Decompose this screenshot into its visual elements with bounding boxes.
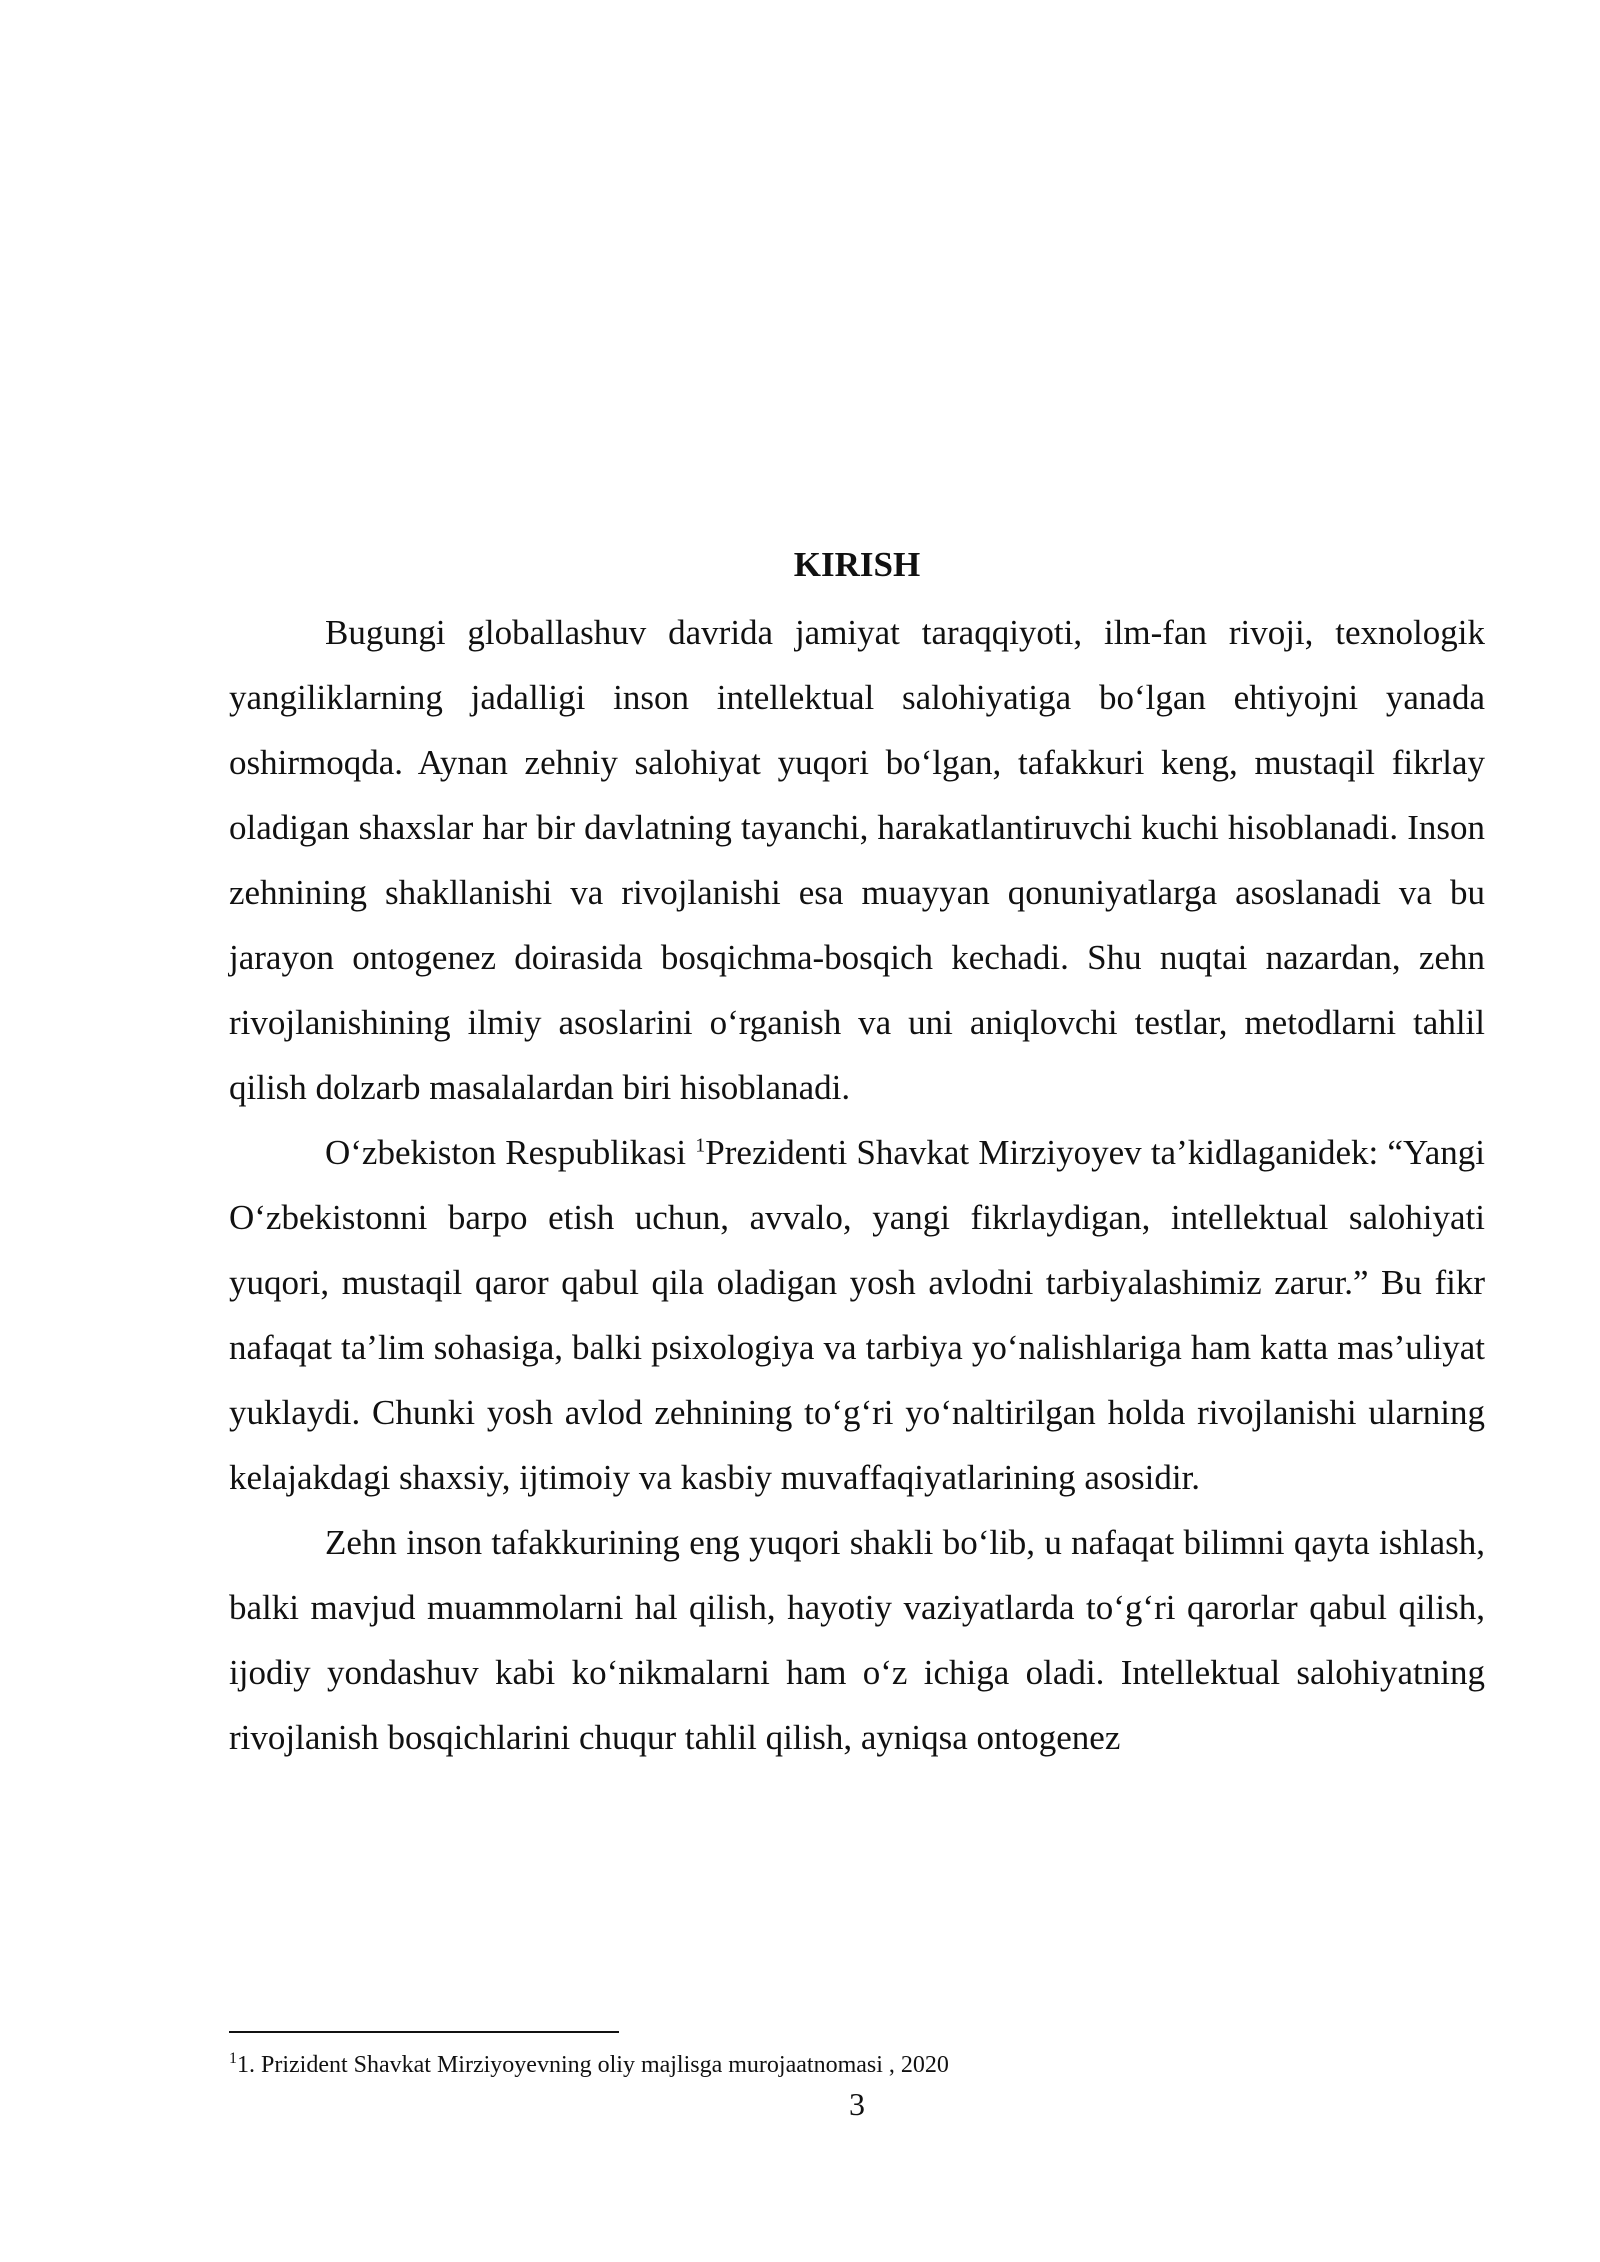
footnote-text: 1. Prizident Shavkat Mirziyoyevning oliy majlisga murojaatnomasi , 2020 xyxy=(237,2052,949,2078)
footnote-reference[interactable]: 1 xyxy=(695,1134,706,1157)
page-body xyxy=(229,530,1485,1770)
paragraph-1-text: Bugungi globallashuv davrida jamiyat taraqqiyoti, ilm-fan rivoji, texnologik yangiliklarning jadalligi inson intellektual salohiyatiga bo‘lgan ehtiyojni yanada oshirmoqda. Aynan zehniy salohiyat yuqori bo‘lgan, tafakkuri keng, mustaqil fikrlay oladigan shaxslar har bir davlatning tayanchi, harakatlantiruvchi kuchi hisoblanadi. Inson zehnining shakllanishi va rivojlanishi esa muayyan qonuniyatlarga asoslanadi va bu jarayon ontogenez doirasida bosqichma-bosqich kechadi. Shu nuqtai nazardan, zehn rivojlanishining ilmiy asoslarini o‘rganish va uni aniqlovchi testlar, metodlarni tahlil qilish dolzarb masalalardan biri hisoblanadi. xyxy=(229,613,1485,1107)
footnote xyxy=(229,2048,1485,2082)
paragraph-3-text: Zehn inson tafakkurining eng yuqori shakli bo‘lib, u nafaqat bilimni qayta ishlash, balki mavjud muammolarni hal qilish, hayotiy vaziyatlarda to‘g‘ri qarorlar qabul qilish, ijodiy yondashuv kabi ko‘nikmalarni ham o‘z ichiga oladi. Intellektual salohiyatning rivojlanish bosqichlarini chuqur tahlil qilish, ayniqsa ontogenez xyxy=(229,1523,1485,1757)
section-heading: KIRISH xyxy=(793,545,921,584)
paragraph-2 xyxy=(229,1120,1485,1510)
page-number: 3 xyxy=(849,2086,865,2122)
paragraph-3 xyxy=(229,1510,1485,1770)
paragraph-2-text-start: O‘zbekiston Respublikasi xyxy=(325,1133,696,1172)
paragraph-2-text-end: Prezidenti Shavkat Mirziyoyev ta’kidlaganidek: “Yangi O‘zbekistonni barpo etish uchun, avvalo, yangi fikrlaydigan, intellektual salohiyati yuqori, mustaqil qaror qabul qila oladigan yosh avlodni tarbiyalashimiz zarur.” Bu fikr nafaqat ta’lim sohasiga, balki psixologiya va tarbiya yo‘nalishlariga ham katta mas’uliyat yuklaydi. Chunki yosh avlod zehnining to‘g‘ri yo‘naltirilgan holda rivojlanishi ularning kelajakdagi shaxsiy, ijtimoiy va kasbiy muvaffaqiyatlarining asosidir. xyxy=(229,1133,1485,1497)
paragraph-1 xyxy=(229,600,1485,1120)
footnote-divider xyxy=(229,2031,619,2033)
footnote-marker: 1 xyxy=(229,2050,237,2067)
